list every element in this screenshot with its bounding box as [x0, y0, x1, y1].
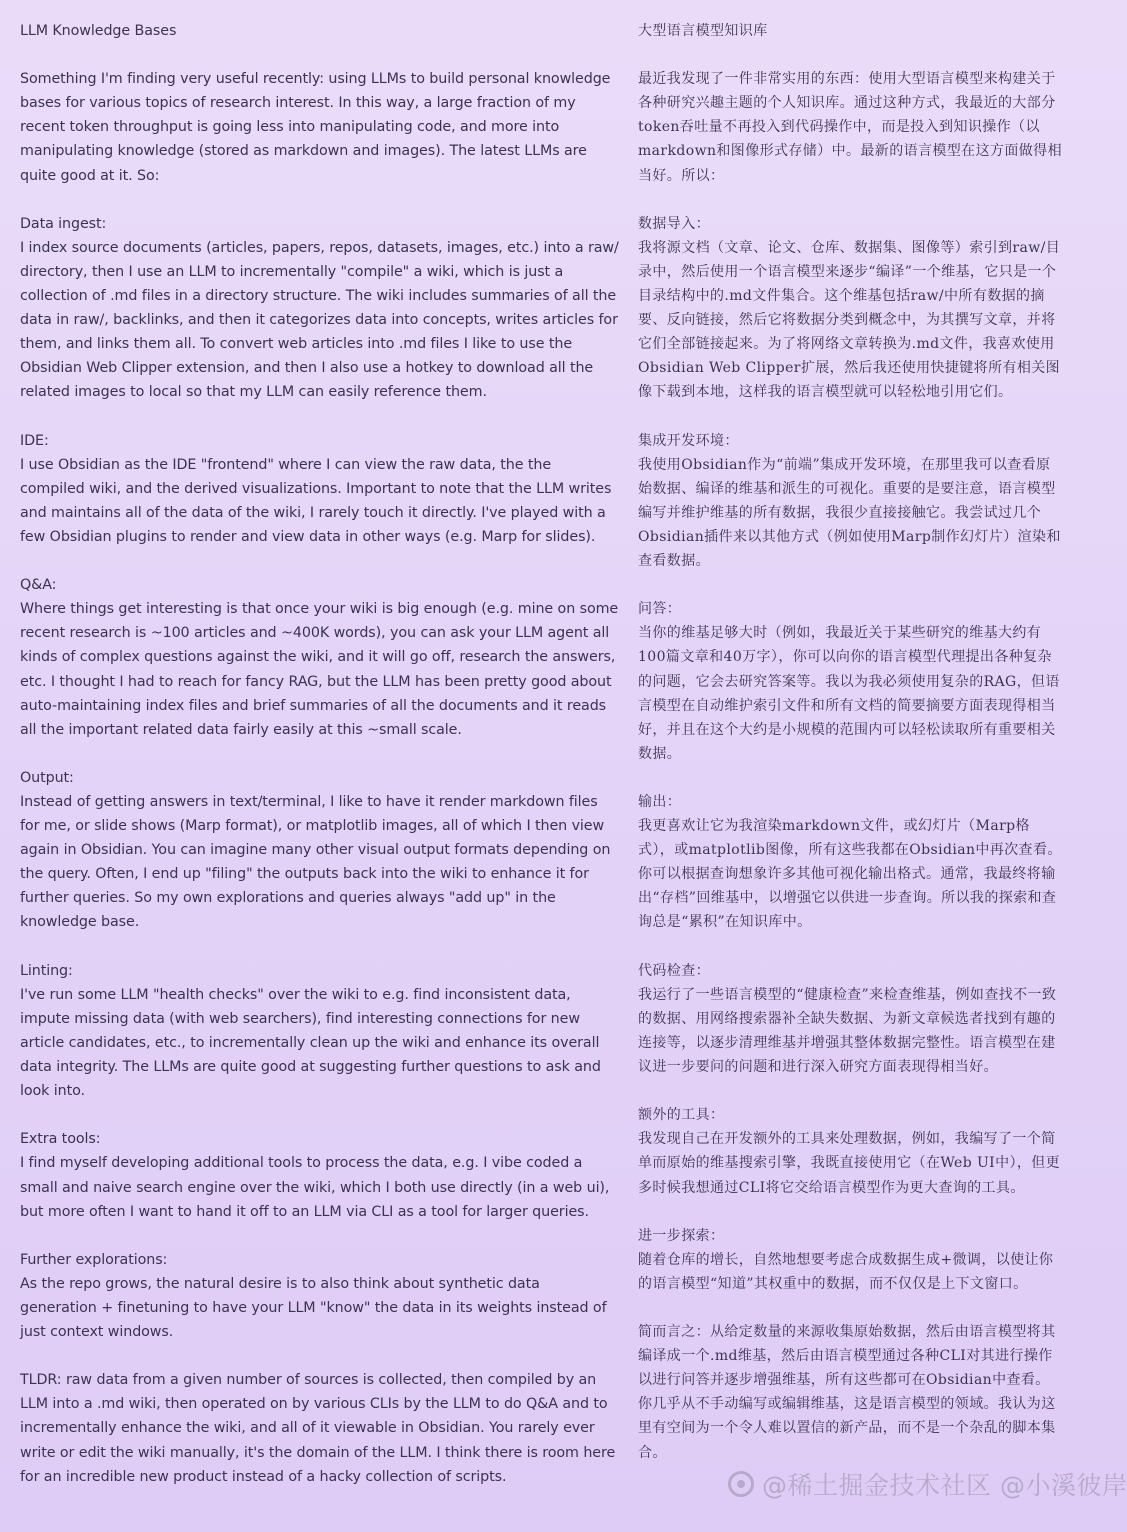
chinese-column — [638, 19, 1063, 1489]
english-intro: Something I'm finding very useful recently: using LLMs to build personal knowledge bases for various topics of research interest. In this way, a large fraction of my recent token throughput is going less into manipulating code, and more into manipulating knowledge (stored as markdown and images). The latest LLMs are quite good at it. So: — [20, 71, 611, 184]
english-title: LLM Knowledge Bases — [20, 23, 177, 39]
chinese-section-linting — [638, 959, 1063, 1079]
section-body: 我更喜欢让它为我渲染markdown文件，或幻灯片（Marp格式），或matplotlib图像，所有这些我都在Obsidian中再次查看。你可以根据查询想象许多其他可视化输出格式。通常，我最终将输出“存档”回维基中，以增强它以供进一步查询。所以我的探索和查询总是“累积”在知识库中。 — [638, 818, 1062, 931]
section-body: I find myself developing additional tools to process the data, e.g. I vibe coded a small and naive search engine over the wiki, which I both use directly (in a web ui), but more often I want to hand it off to an LLM via CLI as a tool for larger queries. — [20, 1155, 610, 1220]
chinese-title: 大型语言模型知识库 — [638, 23, 768, 39]
english-tldr: TLDR: raw data from a given number of sources is collected, then compiled by an LLM into a .md wiki, then operated on by various CLIs by the LLM to do Q&A and to incrementally enhance the wiki, and all of it viewable in Obsidian. You rarely ever write or edit the wiki manually, it's the domain of the LLM. I think there is room here for an incredible new product instead of a hacky collection of scripts. — [20, 1372, 616, 1485]
section-body: 随着仓库的增长，自然地想要考虑合成数据生成+微调，以使让你的语言模型“知道”其权重中的数据，而不仅仅是上下文窗口。 — [638, 1251, 1054, 1292]
english-section-output — [20, 766, 620, 935]
section-heading: 输出： — [638, 794, 682, 810]
chinese-intro: 最近我发现了一件非常实用的东西：使用大型语言模型来构建关于各种研究兴趣主题的个人知识库。通过这种方式，我最近的大部分token吞吐量不再投入到代码操作中，而是投入到知识操作（以markdown和图像形式存储）中。最新的语言模型在这方面做得相当好。所以： — [638, 71, 1062, 184]
english-column — [20, 19, 620, 1513]
section-body: 我运行了一些语言模型的“健康检查”来检查维基，例如查找不一致的数据、用网络搜索器补全缺失数据、为新文章候选者找到有趣的连接等，以逐步清理维基并增强其整体数据完整性。语言模型在建议进一步要问的问题和进行深入研究方面表现得相当好。 — [638, 986, 1057, 1076]
chinese-section-qa — [638, 597, 1063, 766]
section-body: Instead of getting answers in text/terminal, I like to have it render markdown files for me, or slide shows (Marp format), or matplotlib images, all of which I then view again in Obsidian. You can imagine many other visual output formats depending on the query. Often, I end up "filing" the outputs back into the wiki to enhance it for further queries. So my own explorations and queries always "add up" in the knowledge base. — [20, 794, 611, 931]
chinese-section-further-explorations — [638, 1224, 1063, 1296]
section-body: I index source documents (articles, papers, repos, datasets, images, etc.) into a raw/ directory, then I use an LLM to incrementally "compile" a wiki, which is just a collection of .md files in a directory structure. The wiki includes summaries of all the data in raw/, backlinks, and then it categorizes data into concepts, writes articles for them, and links them all. To convert web articles into .md files I like to use the Obsidian Web Clipper extension, and then I also use a hotkey to download all the related images to local so that my LLM can easily reference them. — [20, 239, 619, 401]
section-body: I've run some LLM "health checks" over the wiki to e.g. find inconsistent data, impute missing data (with web searchers), find interesting connections for new article candidates, etc., to incrementally clean up the wiki and enhance its overall data integrity. The LLMs are quite good at suggesting further questions to ask and look into. — [20, 986, 601, 1100]
chinese-section-ide — [638, 429, 1063, 574]
section-heading: Further explorations: — [20, 1251, 168, 1268]
watermark-text: @稀土掘金技术社区 @小溪彼岸 — [762, 1471, 1127, 1500]
english-section-qa — [20, 573, 620, 742]
juejin-logo-icon — [728, 1471, 754, 1497]
chinese-tldr: 简而言之：从给定数量的来源收集原始数据，然后由语言模型将其编译成一个.md维基，然后由语言模型通过各种CLI对其进行操作以进行问答并逐步增强维基，所有这些都可在Obsidian中查看。你几乎从不手动编写或编辑维基，这是语言模型的领域。我认为这里有空间为一个令人难以置信的新产品，而不是一个杂乱的脚本集合。 — [638, 1324, 1056, 1461]
section-body: I use Obsidian as the IDE "frontend" where I can view the raw data, the the compiled wiki, and the derived visualizations. Important to note that the LLM writes and maintains all of the data of the wiki, I rarely touch it directly. I've played with a few Obsidian plugins to render and view data in other ways (e.g. Marp for slides). — [20, 456, 612, 545]
section-heading: 进一步探索： — [638, 1227, 725, 1244]
watermark — [728, 1466, 1127, 1502]
section-heading: IDE: — [20, 432, 49, 449]
section-heading: Data ingest: — [20, 215, 107, 232]
section-body: 当你的维基足够大时（例如，我最近关于某些研究的维基大约有100篇文章和40万字），你可以向你的语言模型代理提出各种复杂的问题，它会去研究答案等。我以为我必须使用复杂的RAG，但语言模型在自动维护索引文件和所有文档的简要摘要方面表现得相当好，并且在这个大约是小规模的范围内可以轻松读取所有重要相关数据。 — [638, 625, 1060, 762]
english-section-ide — [20, 429, 620, 549]
section-heading: 代码检查： — [638, 962, 710, 979]
section-body: Where things get interesting is that once your wiki is big enough (e.g. mine on some recent research is ~100 articles and ~400K words), you can ask your LLM agent all kinds of complex questions against the wiki, and it will go off, research the answers, etc. I thought I had to reach for fancy RAG, but the LLM has been pretty good about auto-maintaining index files and brief summaries of all the documents and it reads all the important related data fairly easily at this ~small scale. — [20, 601, 619, 738]
chinese-section-data-ingest — [638, 212, 1063, 405]
section-heading: 额外的工具： — [638, 1107, 725, 1124]
section-heading: Output: — [20, 769, 74, 786]
section-body: As the repo grows, the natural desire is to also think about synthetic data generation + finetuning to have your LLM "know" the data in its weights instead of just context windows. — [20, 1275, 607, 1341]
section-body: 我使用Obsidian作为“前端”集成开发环境，在那里我可以查看原始数据、编译的维基和派生的可视化。重要的是要注意，语言模型编写并维护维基的所有数据，我很少直接接触它。我尝试过几个Obsidian插件来以其他方式（例如使用Marp制作幻灯片）渲染和查看数据。 — [638, 456, 1061, 570]
chinese-section-extra-tools — [638, 1103, 1063, 1199]
section-body: 我发现自己在开发额外的工具来处理数据，例如，我编写了一个简单而原始的维基搜索引擎，我既直接使用它（在Web UI中），但更多时候我想通过CLI将它交给语言模型作为更大查询的工具。 — [638, 1131, 1061, 1196]
chinese-section-output — [638, 790, 1063, 935]
english-section-linting — [20, 959, 620, 1104]
section-heading: 集成开发环境： — [638, 432, 739, 449]
english-section-extra-tools — [20, 1127, 620, 1223]
section-body: 我将源文档（文章、论文、仓库、数据集、图像等）索引到raw/目录中，然后使用一个语言模型来逐步“编译”一个维基，它只是一个目录结构中的.md文件集合。这个维基包括raw/中所有数据的摘要、反向链接，然后它将数据分类到概念中，为其撰写文章，并将它们全部链接起来。为了将网络文章转换为.md文件，我喜欢使用Obsidian Web Clipper扩展，然后我还使用快捷键将所有相关图像下载到本地，这样我的语言模型就可以轻松地引用它们。 — [638, 239, 1061, 401]
section-heading: Extra tools: — [20, 1131, 101, 1148]
section-heading: Linting: — [20, 962, 73, 979]
english-section-data-ingest — [20, 212, 620, 405]
section-heading: 问答： — [638, 601, 682, 618]
english-section-further-explorations — [20, 1248, 620, 1344]
section-heading: 数据导入： — [638, 215, 710, 232]
section-heading: Q&A: — [20, 577, 57, 594]
